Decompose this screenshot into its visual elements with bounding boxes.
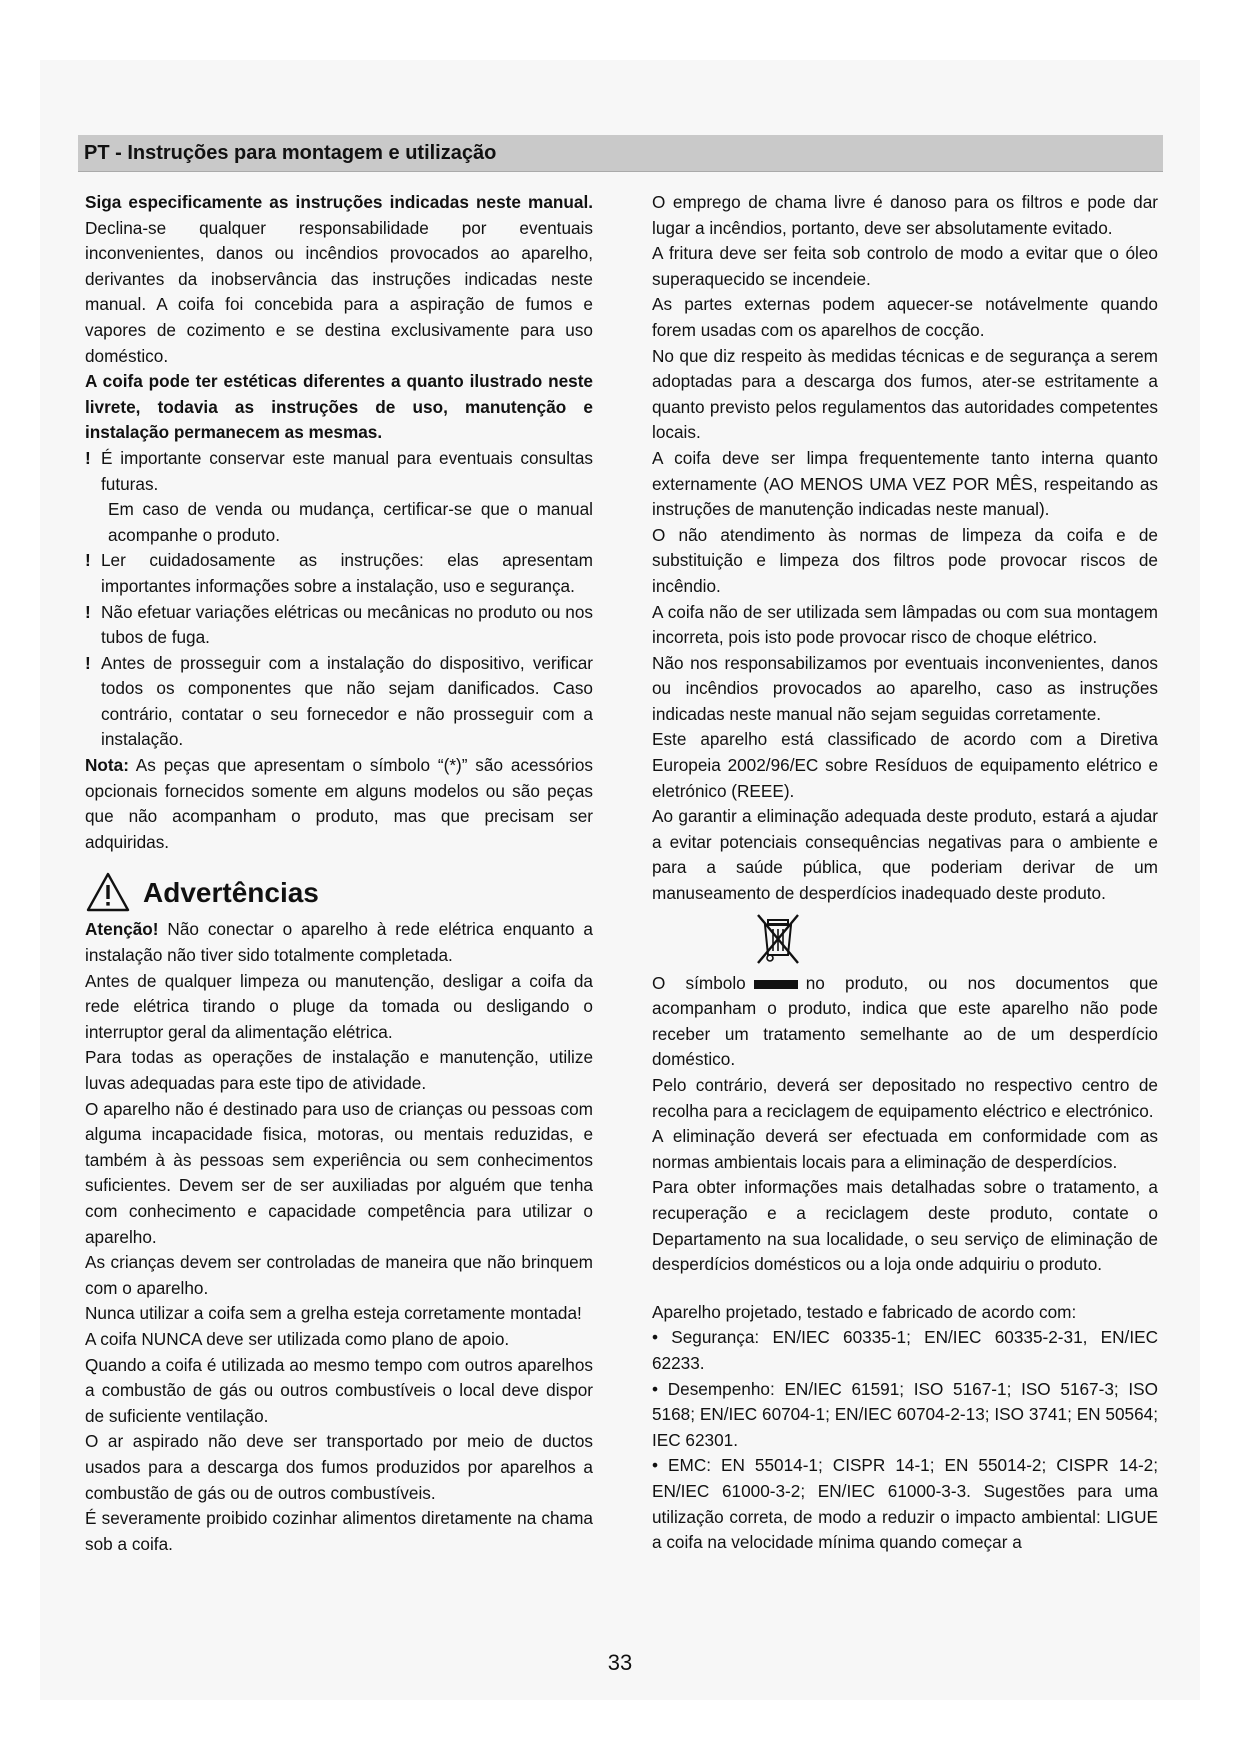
intro-paragraph	[85, 190, 593, 369]
body-paragraph: Aparelho projetado, testado e fabricado de acordo com:	[652, 1301, 1077, 1322]
body-paragraph: Não nos responsabilizamos por eventuais inconvenientes, danos ou incêndios provocados ao aparelho, caso as instruções indicadas neste manual não sejam seguidas corretamente.	[652, 652, 1158, 724]
body-paragraph: As partes externas podem aquecer-se notávelmente quando forem usadas com os aparelhos de cocção.	[652, 294, 1158, 340]
bullet-item: ! Ler cuidadosamente as instruções: elas apresentam importantes informações sobre a instalação, uso e segurança.	[85, 550, 593, 596]
right-column	[652, 190, 1158, 1556]
left-column	[85, 190, 593, 1557]
standards-item: • Desempenho: EN/IEC 61591; ISO 5167-1; ISO 5167-3; ISO 5168; EN/IEC 60704-1; EN/IEC 60704-2-13; ISO 3741; EN 50564; IEC 62301.	[652, 1378, 1158, 1450]
exclamation-icon: !	[85, 447, 91, 468]
body-paragraph: A eliminação deverá ser efectuada em conformidade com as normas ambientais locais para a eliminação de desperdícios.	[652, 1126, 1158, 1172]
warning-paragraph: É severamente proibido cozinhar alimentos diretamente na chama sob a coifa.	[85, 1508, 593, 1554]
body-paragraph: Este aparelho está classificado de acordo com a Diretiva Europeia 2002/96/EC sobre Resíduos de equipamento elétrico e eletrónico (REEE).	[652, 729, 1158, 801]
symbol-paragraph: O símbolo no produto, ou nos documentos que acompanham o produto, indica que este aparelho não pode receber um tratamento semelhante ao de um desperdício doméstico.	[652, 972, 1159, 1070]
intro-text: Declina-se qualquer responsabilidade por eventuais inconvenientes, danos ou incêndios provocados ao aparelho, derivantes da inobservância das instruções indicadas neste manual. A coifa foi concebida para a aspiração de fumos e vapores de cozimento e se destina exclusivamente para uso doméstico.	[85, 217, 593, 366]
warning-paragraph: Antes de qualquer limpeza ou manutenção, desligar a coifa da rede elétrica tirando o pluge da tomada ou desligando o interruptor geral da alimentação elétrica.	[85, 970, 593, 1042]
body-paragraph: A coifa não de ser utilizada sem lâmpadas ou com sua montagem incorreta, pois isto pode provocar risco de choque elétrico.	[652, 601, 1158, 648]
bullet-item: ! Não efetuar variações elétricas ou mecânicas no produto ou nos tubos de fuga.	[85, 601, 593, 648]
page-number: 33	[607, 1650, 633, 1675]
warning-paragraph: O aparelho não é destinado para uso de crianças ou pessoas com alguma incapacidade fisica, motoras, ou mentais reduzidas, e também à às pessoas sem experiência ou sem conhecimentos suficientes. Devem ser de ser auxiliadas por alguém que tenha com conhecimento e capacidade competência para utilizar o aparelho.	[85, 1098, 593, 1247]
atencao-paragraph: Atenção! Não conectar o aparelho à rede elétrica enquanto a instalação não tiver sido totalmente completada.	[85, 919, 593, 966]
body-paragraph: Para obter informações mais detalhadas sobre o tratamento, a recuperação e a reciclagem deste produto, contate o Departamento na sua localidade, o seu serviço de eliminação de desperdícios domésticos ou a loja onde adquiriu o produto.	[652, 1177, 1158, 1275]
warning-triangle-icon	[85, 871, 131, 913]
warning-paragraph: A coifa NUNCA deve ser utilizada como plano de apoio.	[85, 1328, 510, 1349]
bullet-sub-item: Em caso de venda ou mudança, certificar-se que o manual acompanhe o produto.	[108, 499, 593, 545]
nota-label: Nota:	[85, 755, 129, 776]
body-paragraph: A coifa deve ser limpa frequentemente tanto interna quanto externamente (AO MENOS UMA VEZ POR MÊS, respeitando as instruções de manutenção indicadas neste manual).	[652, 447, 1158, 520]
body-paragraph: A fritura deve ser feita sob controlo de modo a evitar que o óleo superaquecido se incendeie.	[652, 243, 1158, 289]
warning-paragraph: As crianças devem ser controladas de maneira que não brinquem com o aparelho.	[85, 1252, 593, 1298]
section-title: PT - Instruções para montagem e utilização	[84, 142, 497, 164]
body-paragraph: O emprego de chama livre é danoso para os filtros e pode dar lugar a incêndios, portanto, deve ser absolutamente evitado.	[652, 192, 1158, 238]
bullet-item: ! É importante conservar este manual para eventuais consultas futuras.	[85, 447, 593, 494]
warning-paragraph: Nunca utilizar a coifa sem a grelha esteja corretamente montada!	[85, 1303, 582, 1324]
standards-item: • EMC: EN 55014-1; CISPR 14-1; EN 55014-2; CISPR 14-2; EN/IEC 61000-3-2; EN/IEC 61000-3-3. Sugestões para uma utilização correta, de modo a reduzir o impacto ambiental: LIGUE a coifa na velocidade mínima quando começar a	[652, 1455, 1158, 1553]
standards-item: • Segurança: EN/IEC 60335-1; EN/IEC 60335-2-31, EN/IEC 62233.	[652, 1327, 1158, 1373]
atencao-label: Atenção!	[85, 919, 159, 940]
exclamation-icon: !	[85, 601, 91, 622]
weee-symbol-area	[652, 907, 1158, 971]
warning-paragraph: O ar aspirado não deve ser transportado por meio de ductos usados para a descarga dos fumos produzidos por aparelhos a combustão de gás ou de outros combustíveis.	[85, 1431, 593, 1503]
body-paragraph: O não atendimento às normas de limpeza da coifa e de substituição e limpeza dos filtros pode provocar riscos de incêndio.	[652, 524, 1158, 596]
warnings-title: Advertências	[143, 876, 319, 908]
warning-paragraph: Quando a coifa é utilizada ao mesmo tempo com outros aparelhos a combustão de gás ou outros combustíveis o local deve dispor de suficiente ventilação.	[85, 1354, 593, 1426]
warnings-heading	[85, 871, 593, 913]
weee-bar-icon	[754, 980, 798, 989]
body-paragraph: Pelo contrário, deverá ser depositado no respectivo centro de recolha para a reciclagem de equipamento eléctrico e electrónico.	[652, 1075, 1158, 1121]
nota-paragraph: Nota: As peças que apresentam o símbolo “(*)” são acessórios opcionais fornecidos somente em alguns modelos ou são peças que não acompanham o produto, mas que precisam ser adquiridas.	[85, 755, 593, 852]
warning-paragraph: Para todas as operações de instalação e manutenção, utilize luvas adequadas para este tipo de atividade.	[85, 1047, 593, 1093]
intro-bold: Siga especificamente as instruções indicadas neste manual.	[85, 192, 593, 212]
body-paragraph: Ao garantir a eliminação adequada deste produto, estará a ajudar a evitar potenciais consequências negativas para o ambiente e para a saúde pública, que poderiam derivar de um manuseamento de desperdícios inadequado deste produto.	[652, 806, 1158, 904]
exclamation-icon: !	[85, 550, 91, 571]
section-header	[78, 135, 1163, 172]
crossed-out-bin-icon	[756, 911, 800, 967]
aesthetic-note: A coifa pode ter estéticas diferentes a quanto ilustrado neste livrete, todavia as instruções de uso, manutenção e instalação permanecem as mesmas.	[85, 371, 593, 443]
bullet-item: ! Antes de prosseguir com a instalação do dispositivo, verificar todos os componentes que não sejam danificados. Caso contrário, contatar o seu fornecedor e não prosseguir com a instalação.	[85, 652, 593, 750]
exclamation-icon: !	[85, 652, 91, 673]
body-paragraph: No que diz respeito às medidas técnicas e de segurança a serem adoptadas para a descarga dos fumos, ater-se estritamente a quanto previsto pelos regulamentos das autoridades competentes locais.	[652, 345, 1158, 443]
